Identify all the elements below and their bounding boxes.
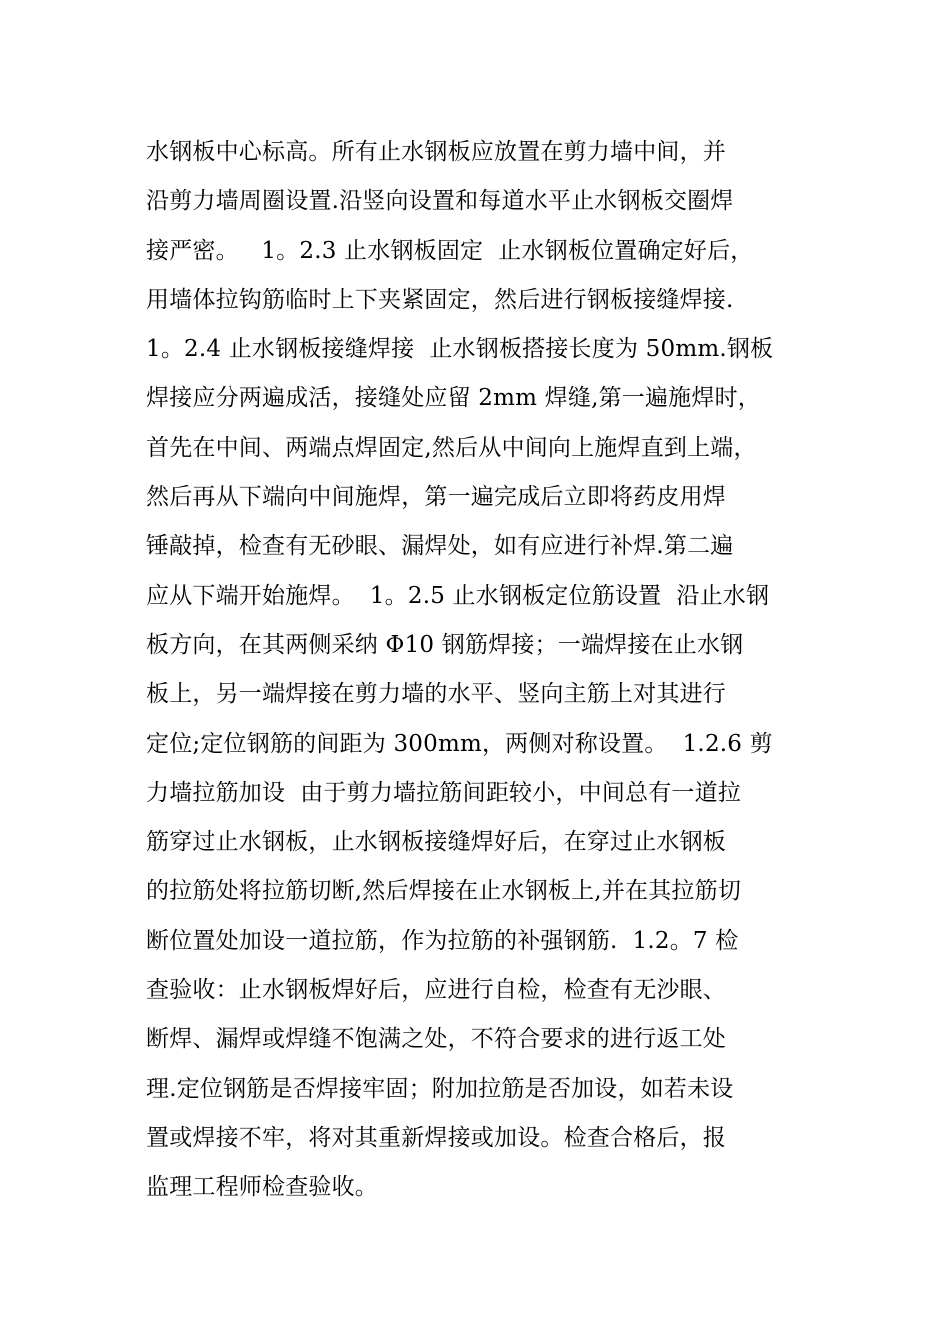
text-line: 查验收：止水钢板焊好后，应进行自检，检查有无沙眼、	[146, 977, 726, 1004]
text-line: 焊接应分两遍成活，接缝处应留 2mm 焊缝,第一遍施焊时，	[146, 385, 761, 412]
text-line: 板上，另一端焊接在剪力墙的水平、竖向主筋上对其进行	[146, 681, 726, 708]
text-line: 力墙拉筋加设 由于剪力墙拉筋间距较小，中间总有一道拉	[146, 779, 742, 806]
text-line: 定位;定位钢筋的间距为 300mm，两侧对称设置。 1.2.6 剪	[146, 730, 773, 757]
text-line: 锤敲掉，检查有无砂眼、漏焊处，如有应进行补焊.第二遍	[146, 533, 734, 560]
text-line: 断位置处加设一道拉筋，作为拉筋的补强钢筋. 1.2。7 检	[146, 927, 739, 954]
text-line: 监理工程师检查验收。	[146, 1174, 378, 1201]
text-line: 水钢板中心标高。所有止水钢板应放置在剪力墙中间，并	[146, 139, 726, 165]
text-line: 置或焊接不牢，将对其重新焊接或加设。检查合格后，报	[146, 1124, 726, 1151]
text-line: 接严密。 1。2.3 止水钢板固定 止水钢板位置确定好后，	[146, 237, 754, 264]
text-line: 断焊、漏焊或焊缝不饱满之处，不符合要求的进行返工处	[146, 1026, 726, 1053]
text-line: 板方向，在其两侧采纳 Φ10 钢筋焊接；一端焊接在止水钢	[146, 631, 744, 658]
text-line: 用墙体拉钩筋临时上下夹紧固定，然后进行钢板接缝焊接.	[146, 286, 734, 313]
text-line: 筋穿过止水钢板，止水钢板接缝焊好后，在穿过止水钢板	[146, 829, 726, 856]
text-line: 的拉筋处将拉筋切断,然后焊接在止水钢板上,并在其拉筋切	[146, 878, 742, 905]
text-line: 理.定位钢筋是否焊接牢固；附加拉筋是否加设，如若未设	[146, 1075, 734, 1102]
text-line: 首先在中间、两端点焊固定,然后从中间向上施焊直到上端，	[146, 434, 757, 461]
body-text	[146, 128, 826, 1213]
text-line: 沿剪力墙周圈设置.沿竖向设置和每道水平止水钢板交圈焊	[146, 188, 734, 215]
text-line: 应从下端开始施焊。 1。2.5 止水钢板定位筋设置 沿止水钢	[146, 582, 770, 609]
text-line: 然后再从下端向中间施焊，第一遍完成后立即将药皮用焊	[146, 484, 726, 511]
text-line: 1。2.4 止水钢板接缝焊接 止水钢板搭接长度为 50mm.钢板	[146, 336, 774, 363]
